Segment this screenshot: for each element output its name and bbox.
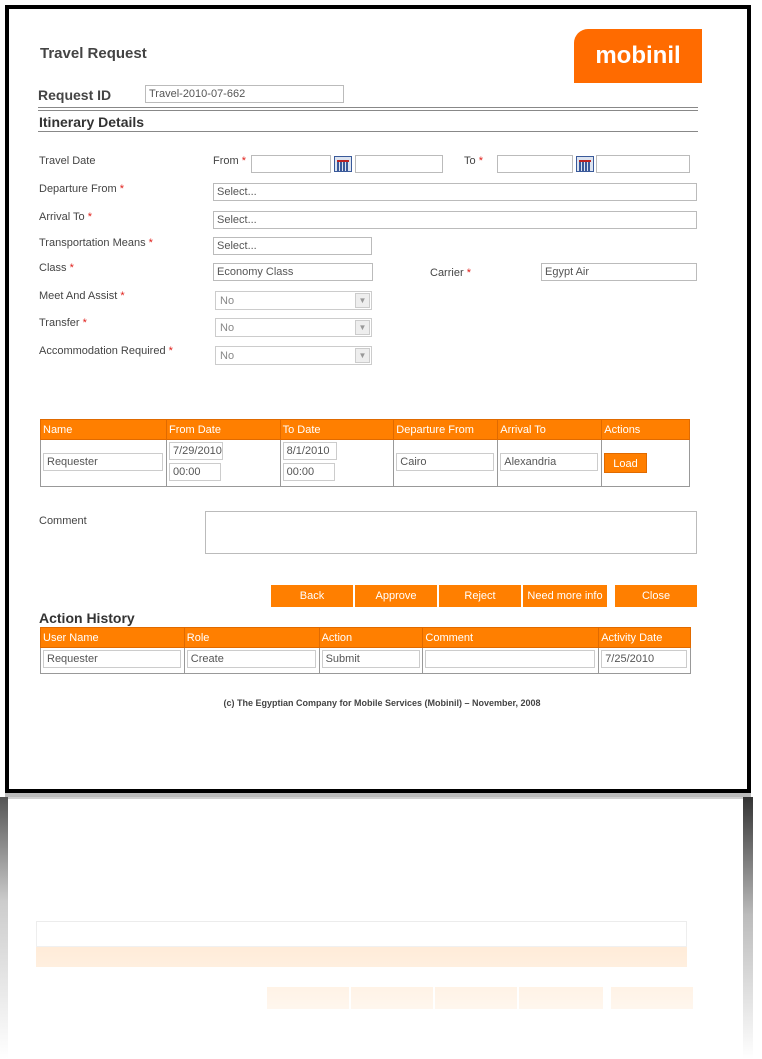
history-user: Requester	[43, 650, 181, 668]
trip-name[interactable]: Requester	[43, 453, 163, 471]
itinerary-section-title: Itinerary Details	[39, 114, 145, 130]
meet-assist-select[interactable]: No ▼	[215, 291, 372, 310]
action-history-title: Action History	[39, 610, 135, 626]
divider	[38, 131, 698, 132]
to-label: To *	[464, 155, 483, 167]
reject-button[interactable]: Reject	[439, 585, 521, 607]
reflection-edge	[0, 797, 8, 1059]
need-more-info-button[interactable]: Need more info	[523, 585, 607, 607]
column-header: From Date	[166, 420, 280, 440]
accommodation-select[interactable]: No ▼	[215, 346, 372, 365]
to-date-input[interactable]	[497, 155, 573, 173]
column-header: Arrival To	[498, 420, 602, 440]
trip-departure[interactable]: Cairo	[396, 453, 494, 471]
request-id-field[interactable]: Travel-2010-07-662	[145, 85, 344, 103]
mobinil-logo: mobinil	[574, 29, 702, 83]
history-comment	[425, 650, 595, 668]
history-date: 7/25/2010	[601, 650, 687, 668]
trip-from-date[interactable]: 7/29/2010	[169, 442, 223, 460]
transfer-label: Transfer *	[39, 317, 87, 329]
comment-label: Comment	[39, 515, 87, 527]
comment-textarea[interactable]	[205, 511, 697, 554]
approve-button[interactable]: Approve	[355, 585, 437, 607]
travel-date-label: Travel Date	[39, 155, 96, 167]
chevron-down-icon: ▼	[355, 293, 370, 308]
chevron-down-icon: ▼	[355, 320, 370, 335]
table-row	[41, 648, 691, 674]
departure-label: Departure From *	[39, 183, 124, 195]
column-header: To Date	[280, 420, 394, 440]
table-row	[41, 440, 690, 487]
column-header: Actions	[602, 420, 690, 440]
column-header: Action	[319, 628, 423, 648]
column-header: User Name	[41, 628, 185, 648]
to-time-input[interactable]	[596, 155, 690, 173]
from-label: From *	[213, 155, 247, 167]
reflection-edge	[743, 797, 753, 1059]
divider	[38, 110, 698, 111]
column-header: Role	[184, 628, 319, 648]
footer-copyright: (c) The Egyptian Company for Mobile Services (Mobinil) – November, 2008	[223, 698, 541, 708]
page-title: Travel Request	[40, 45, 147, 62]
reflection-fade	[5, 797, 751, 1059]
departure-select[interactable]: Select...	[213, 183, 697, 201]
close-button[interactable]: Close	[615, 585, 697, 607]
history-action: Submit	[322, 650, 420, 668]
column-header: Activity Date	[599, 628, 691, 648]
class-label: Class *	[39, 262, 74, 274]
window-reflection	[5, 797, 751, 1059]
column-header: Departure From	[394, 420, 498, 440]
arrival-label: Arrival To *	[39, 211, 92, 223]
class-field[interactable]: Economy Class	[213, 263, 373, 281]
trips-table	[40, 419, 690, 487]
transfer-select[interactable]: No ▼	[215, 318, 372, 337]
from-date-input[interactable]	[251, 155, 331, 173]
request-id-label: Request ID	[38, 87, 112, 103]
arrival-select[interactable]: Select...	[213, 211, 697, 229]
history-role: Create	[187, 650, 316, 668]
back-button[interactable]: Back	[271, 585, 353, 607]
transport-label: Transportation Means *	[39, 237, 153, 249]
divider	[38, 107, 698, 108]
trip-from-time[interactable]: 00:00	[169, 463, 221, 481]
trip-to-date[interactable]: 8/1/2010	[283, 442, 337, 460]
from-time-input[interactable]	[355, 155, 443, 173]
carrier-field[interactable]: Egypt Air	[541, 263, 697, 281]
accommodation-label: Accommodation Required *	[39, 345, 173, 357]
trip-arrival[interactable]: Alexandria	[500, 453, 598, 471]
carrier-label: Carrier *	[430, 267, 471, 279]
meet-assist-label: Meet And Assist *	[39, 290, 125, 302]
column-header: Comment	[423, 628, 599, 648]
load-button[interactable]: Load	[604, 453, 646, 473]
calendar-icon[interactable]	[576, 156, 594, 172]
trip-to-time[interactable]: 00:00	[283, 463, 335, 481]
transport-select[interactable]: Select...	[213, 237, 372, 255]
calendar-icon[interactable]	[334, 156, 352, 172]
history-table	[40, 627, 691, 674]
column-header: Name	[41, 420, 167, 440]
app-window	[5, 5, 751, 793]
chevron-down-icon: ▼	[355, 348, 370, 363]
